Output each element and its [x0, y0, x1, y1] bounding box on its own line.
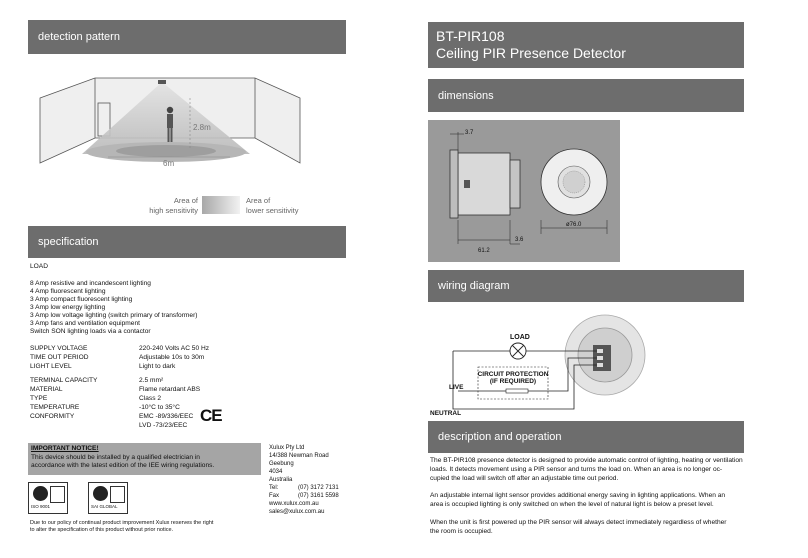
description-line: The BT-PIR108 presence detector is designed to provide automatic control of lighting, heating or ventilation [430, 457, 743, 464]
cert-label: ISO 9001 [31, 504, 51, 509]
legend-high-line1: Area of [173, 196, 198, 205]
company-fax: (07) 3161 5598 [298, 493, 339, 499]
wiring-diagram [428, 305, 668, 420]
notice-line: This device should be installed by a qualified electrician in [31, 454, 200, 461]
spec-label-type: TYPE [30, 395, 48, 402]
load-item: 4 Amp fluorescent lighting [30, 288, 106, 295]
ce-mark: CE [200, 406, 222, 425]
dim-width: 61.2 [478, 248, 490, 254]
company-tel-label: Tel: [269, 485, 279, 491]
load-item: Switch SON lighting loads via a contactor [30, 328, 151, 335]
description-line: the room is occupied. [430, 528, 493, 535]
spec-value-type: Class 2 [139, 395, 161, 402]
legend-low-line2: lower sensitivity [246, 206, 299, 215]
spec-value-light: Light to dark [139, 363, 176, 370]
detection-pattern-header: detection pattern [28, 20, 346, 54]
detection-pattern-diagram [30, 68, 320, 223]
sai-cert-logo [88, 482, 128, 514]
wiring-diagram-header: wiring diagram [428, 270, 744, 302]
company-web[interactable]: www.xulux.com.au [269, 501, 319, 507]
legend-high-line2: high sensitivity [149, 206, 198, 215]
neutral-label: NEUTRAL [430, 410, 462, 417]
company-name: Xulux Pty Ltd [269, 445, 305, 451]
description-line: An adjustable internal light sensor provides additional energy saving in lighting applications. When an [430, 492, 726, 499]
company-suburb: Geebung [269, 461, 294, 467]
company-email[interactable]: sales@xulux.com.au [269, 509, 325, 515]
important-notice [28, 443, 261, 475]
cert-label: SAI GLOBAL [91, 504, 118, 509]
spec-value-terminal: 2.5 mm² [139, 377, 164, 384]
load-item: 3 Amp compact fluorescent lighting [30, 296, 133, 303]
company-fax-label: Fax [269, 493, 280, 499]
company-postcode: 4034 [269, 469, 283, 475]
spec-value-conformity: EMC -89/336/EEC [139, 413, 194, 420]
spec-label-temperature: TEMPERATURE [30, 404, 80, 411]
spec-label-supply: SUPPLY VOLTAGE [30, 345, 88, 352]
height-label: 2.8m [193, 123, 211, 132]
dimensions-panel [428, 120, 620, 262]
description-line: cupied the load will switch off after an adjustable time out period. [430, 475, 619, 482]
load-item: 8 Amp resistive and incandescent lighting [30, 280, 151, 287]
load-title: LOAD [30, 263, 48, 270]
sensitivity-gradient [202, 196, 240, 214]
product-model: BT-PIR108 [436, 28, 505, 44]
spec-value-timeout: Adjustable 10s to 30m [139, 354, 205, 361]
company-street: 14/388 Newman Road [269, 453, 329, 459]
spec-value-temperature: -10°C to 35°C [139, 404, 180, 411]
protection-label: CIRCUIT PROTECTION [477, 371, 549, 378]
dim-top: 3.7 [465, 130, 474, 136]
dim-diameter: ø76.0 [566, 222, 582, 228]
spec-value-supply: 220-240 Volts AC 50 Hz [139, 345, 210, 352]
width-label: 6m [163, 159, 175, 168]
spec-label-terminal: TERMINAL CAPACITY [30, 377, 98, 384]
company-country: Australia [269, 477, 293, 483]
description-line: loads. It detects movement using a PIR sensor and turns the load on. When an area is no longer oc- [430, 466, 723, 473]
load-item: 3 Amp low voltage lighting (switch primary of transformer) [30, 312, 198, 319]
product-name: Ceiling PIR Presence Detector [436, 45, 626, 61]
spec-label-conformity: CONFORMITY [30, 413, 75, 420]
description-line: When the unit is first powered up the PIR sensor will always detect immediately regardless of whether [430, 519, 727, 526]
load-list [30, 280, 197, 336]
spec-value-material: Flame retardant ABS [139, 386, 201, 393]
spec-label-timeout: TIME OUT PERIOD [30, 354, 89, 361]
specification-header: specification [28, 226, 346, 258]
disclaimer-line: Due to our policy of continual product improvement Xulux reserves the right [30, 520, 214, 526]
dim-depth: 3.6 [515, 237, 524, 243]
iso-cert-logo [28, 482, 68, 514]
spec-label-material: MATERIAL [30, 386, 63, 393]
load-item: 3 Amp fans and ventilation equipment [30, 320, 140, 327]
product-title-block [428, 22, 744, 68]
protection-sub-label: (IF REQUIRED) [489, 378, 537, 385]
description-header: description and operation [428, 421, 744, 453]
notice-title: IMPORTANT NOTICE! [31, 445, 99, 452]
spec-label-light: LIGHT LEVEL [30, 363, 72, 370]
description-line: area is occupied lighting is only switched on when the level of natural light is below a preset level. [430, 501, 714, 508]
company-tel: (07) 3172 7131 [298, 485, 339, 491]
notice-line: accordance with the latest edition of the IEE wiring regulations. [31, 462, 215, 469]
spec-value-conformity-lvd: LVD -73/23/EEC [139, 422, 188, 429]
live-label: LIVE [449, 384, 464, 391]
dimensions-header: dimensions [428, 79, 744, 112]
load-label: LOAD [510, 334, 530, 341]
legend-low-line1: Area of [246, 196, 271, 205]
disclaimer-line: to alter the specification of this product without prior notice. [30, 527, 174, 533]
load-item: 3 Amp low energy lighting [30, 304, 106, 311]
